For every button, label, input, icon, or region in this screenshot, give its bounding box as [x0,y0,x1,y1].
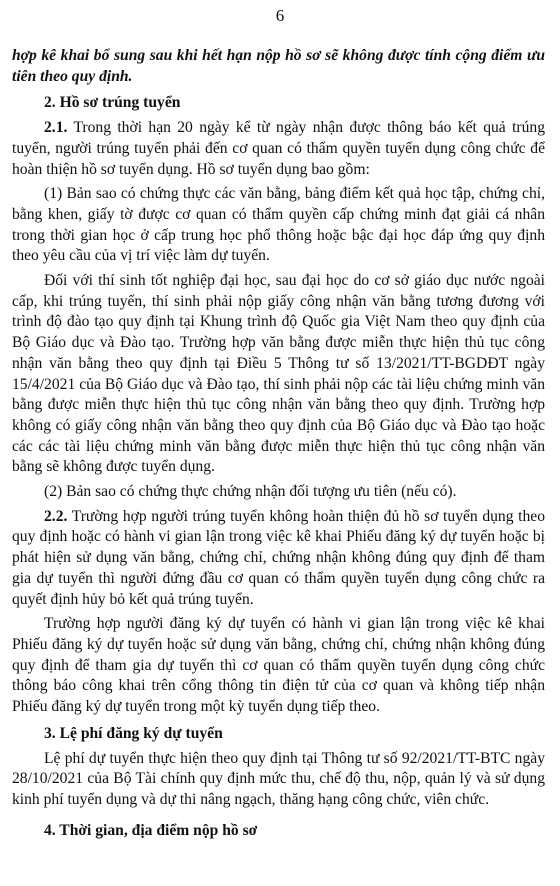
section-3-heading: 3. Lệ phí đăng ký dự tuyển [44,724,223,742]
section-3-paragraph: Lệ phí dự tuyển thực hiện theo quy định tại Thông tư số 92/2021/TT-BTC ngày 28/10/2021 của Bộ Tài chính quy định mức thu, chế độ thu, nộp, quản lý và sử dụng kinh phí tuyển dụng và dự thi nâng ngạch, thăng hạng công chức, viên chức. [12,749,545,808]
page-number: 6 [275,6,285,25]
section-2-1-label: 2.1. [44,119,68,137]
foreign-degree-paragraph: Đối với thí sinh tốt nghiệp đại học, sau đại học do cơ sở giáo dục nước ngoài cấp, khi trúng tuyển, thí sinh phải nộp giấy công nhận văn bằng tương đương với trình độ đào tạo quy định tại Khung trình độ Quốc gia Việt Nam theo quy định của Bộ Giáo dục và Đào tạo. Trường hợp văn bằng được miễn thực hiện thủ tục công nhận văn bằng theo quy định tại Điều 5 Thông tư số 13/2021/TT-BGDĐT ngày 15/4/2021 của Bộ Giáo dục và Đào tạo, thí sinh phải nộp các tài liệu chứng minh văn bằng được miễn thực hiện thủ tục công nhận văn bằng theo quy định. Trường hợp không có giấy công nhận văn bằng theo quy định của Bộ Giáo dục và Đào tạo hoặc các các tài liệu chứng minh văn bằng được miễn thực hiện thủ tục công nhận văn bằng sẽ không được tuyển dụng. [12,272,545,476]
fraud-paragraph: Trường hợp người đăng ký dự tuyển có hành vi gian lận trong việc kê khai Phiếu đăng ký dự tuyển hoặc sử dụng văn bằng, chứng chỉ, chứng nhận không đúng quy định để tham gia dự tuyển thì cơ quan có thẩm quyền tuyển dụng công chức thông báo công khai trên cổng thông tin điện tử của cơ quan và không tiếp nhận Phiếu đăng ký dự tuyển trong một kỳ tuyển dụng tiếp theo. [12,615,545,716]
section-2-1-text: Trong thời hạn 20 ngày kể từ ngày nhận được thông báo kết quả trúng tuyển, người trúng tuyển phải đến cơ quan có thẩm quyền tuyển dụng công chức để hoàn thiện hồ sơ tuyển dụng. Hồ sơ tuyển dụng bao gồm: [12,119,545,178]
section-4-heading: 4. Thời gian, địa điểm nộp hồ sơ [44,821,258,839]
section-2-2-text: Trường hợp người trúng tuyển không hoàn thiện đủ hồ sơ tuyển dụng theo quy định hoặc có hành vi gian lận trong việc kê khai Phiếu đăng ký dự tuyển hoặc bị phát hiện sử dụng văn bằng, chứng chỉ, chứng nhận không đúng quy định để tham gia dự tuyển thì người đứng đầu cơ quan có thẩm quyền tuyển dụng công chức ra quyết định hủy bỏ kết quả trúng tuyển. [12,507,545,608]
item-2-paragraph: (2) Bản sao có chứng thực chứng nhận đối tượng ưu tiên (nếu có). [44,483,457,501]
section-2-2-label: 2.2. [44,507,68,525]
item-1-paragraph: (1) Bản sao có chứng thực các văn bằng, bảng điểm kết quả học tập, chứng chỉ, bằng khen, giấy tờ được cơ quan có thẩm quyền cấp chứng minh đạt giải cá nhân trong thời gian học ở cấp trung học phổ thông hoặc bậc đại học đáp ứng quy định theo yêu cầu của vị trí việc làm dự tuyển. [12,185,545,265]
section-2-heading: 2. Hồ sơ trúng tuyển [44,94,181,112]
section-2-2-paragraph [12,507,545,611]
section-2-1-paragraph [12,118,545,180]
continuation-paragraph: hợp kê khai bổ sung sau khi hết hạn nộp hồ sơ sẽ không được tính cộng điểm ưu tiên theo quy định. [12,47,545,85]
document-body [12,46,545,841]
